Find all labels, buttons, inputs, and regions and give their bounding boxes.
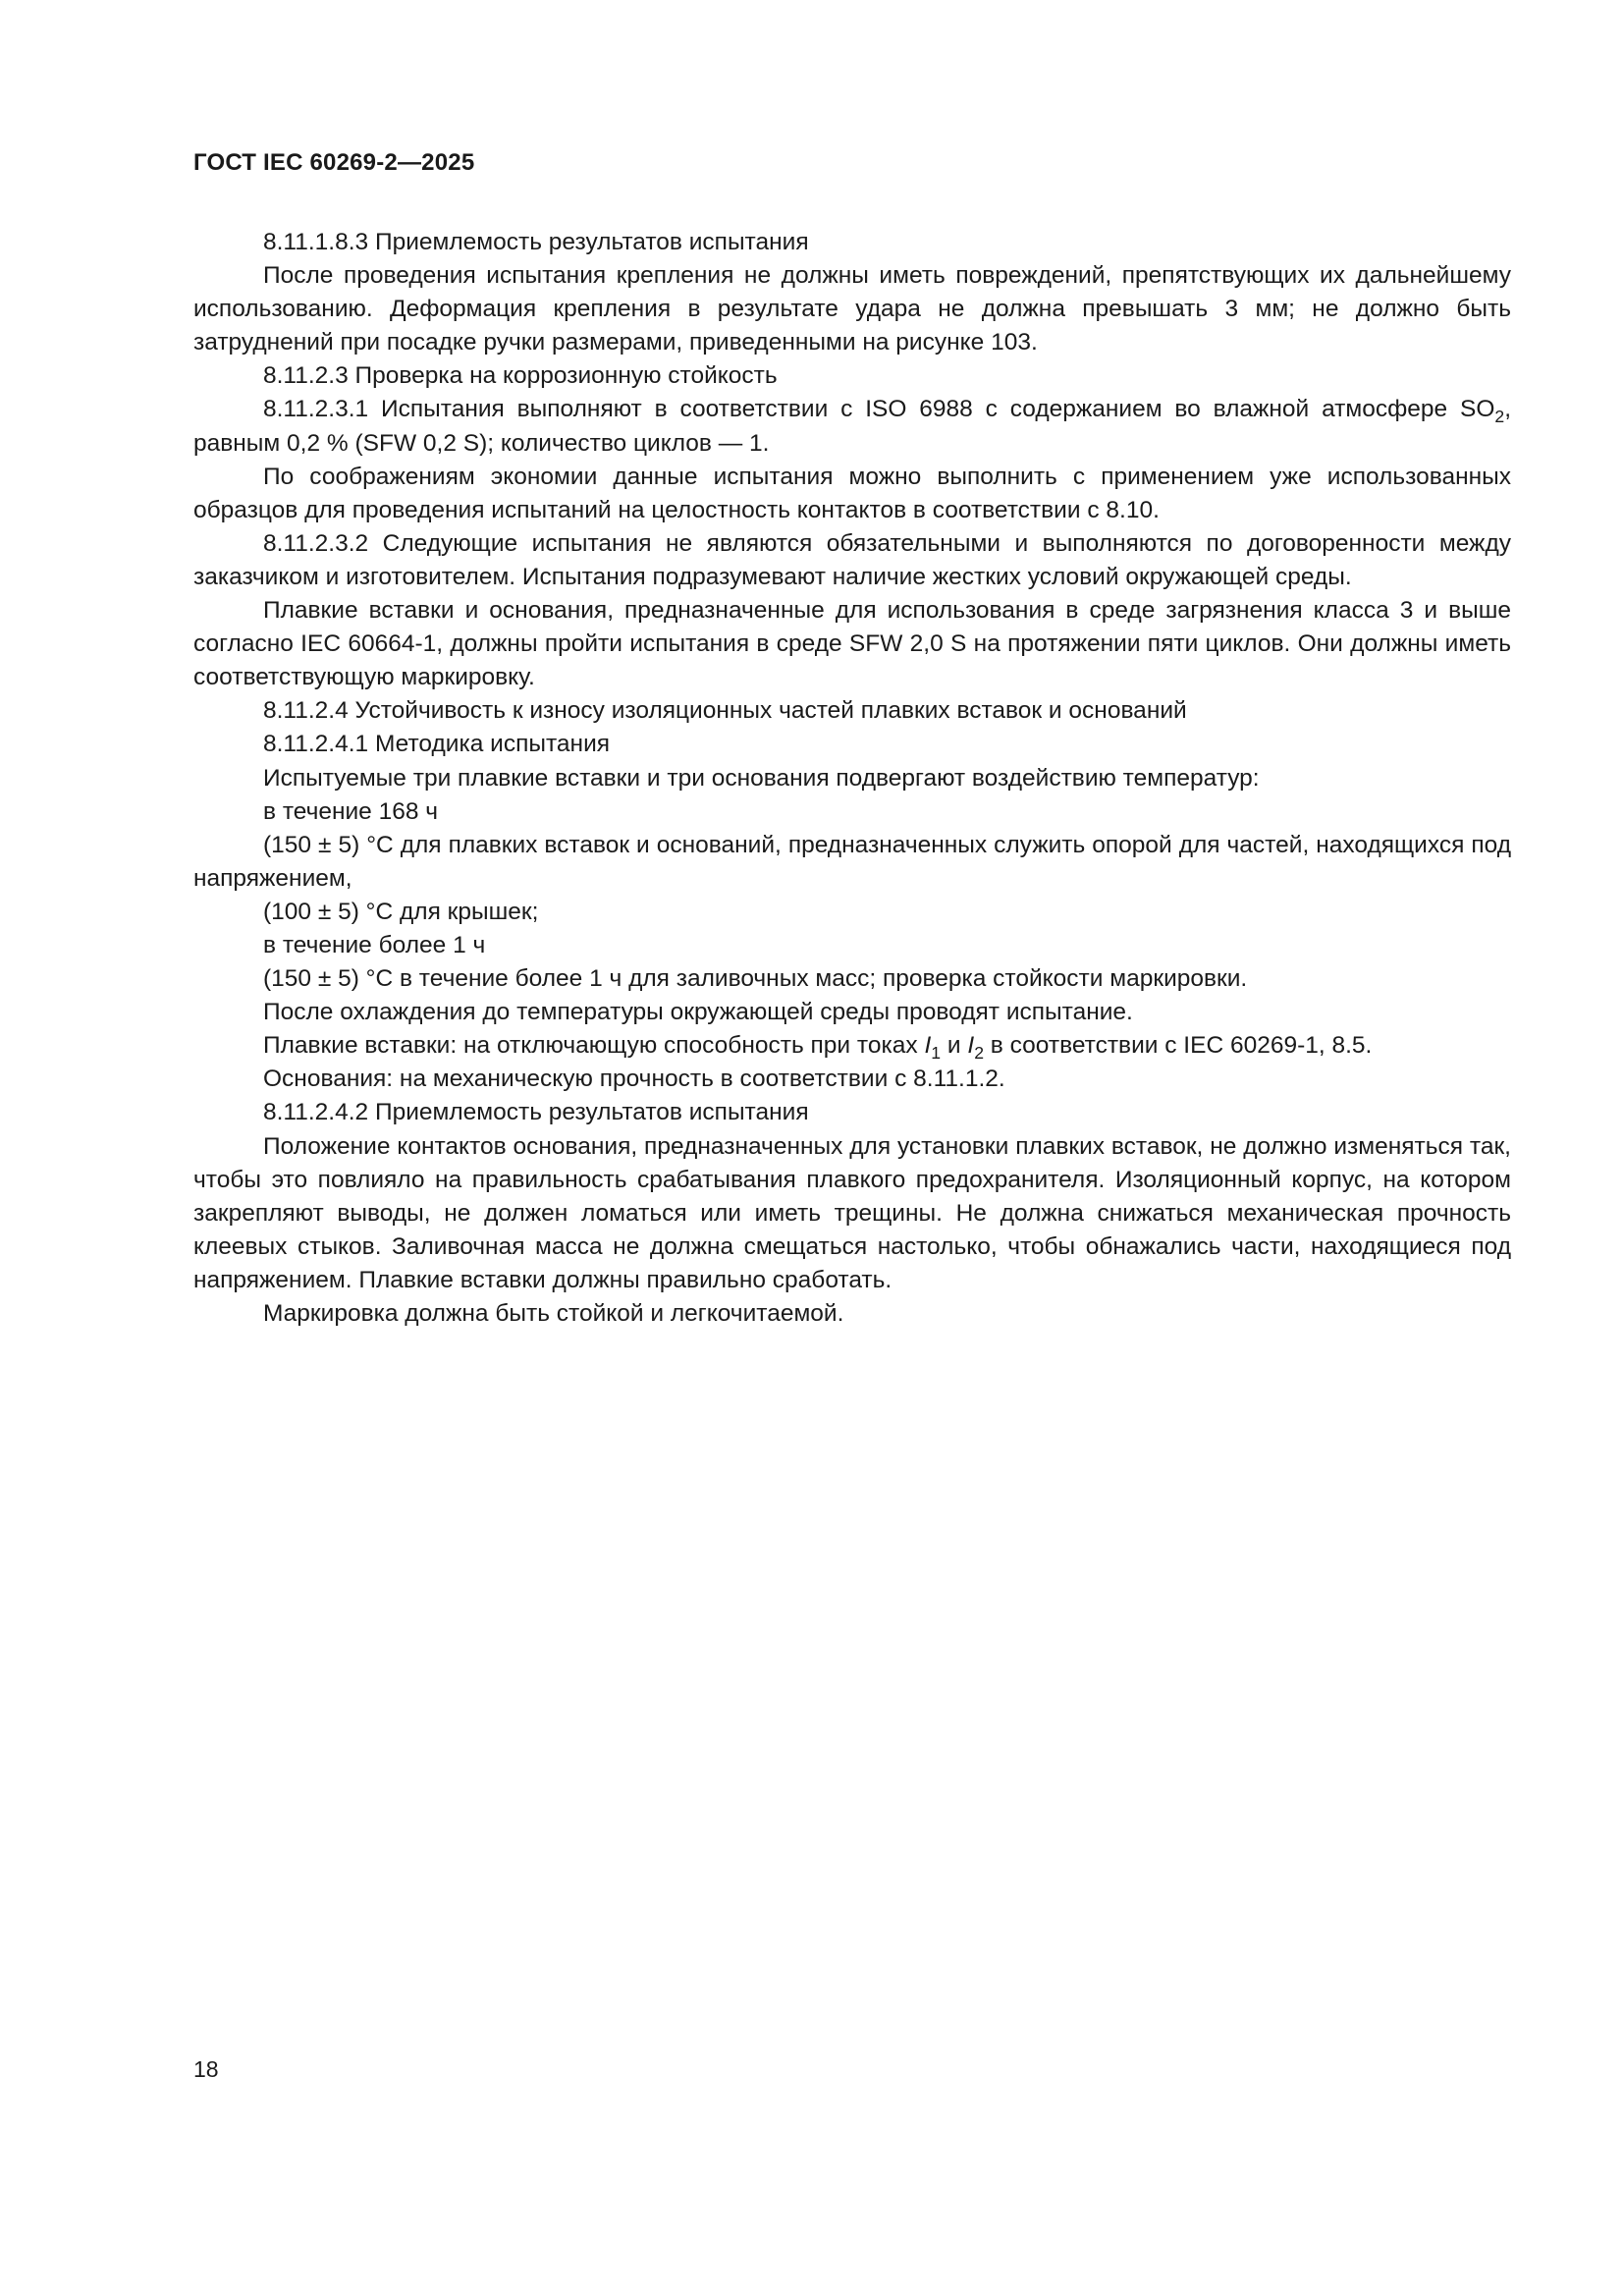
paragraph-text: и xyxy=(941,1032,968,1060)
paragraph: 8.11.2.4.1 Методика испытания xyxy=(263,731,611,758)
paragraph: Испытуемые три плавкие вставки и три основания подвергают воздействию температур: xyxy=(263,764,1260,792)
paragraph: (100 ± 5) °С для крышек; xyxy=(263,898,539,925)
paragraph: Плавкие вставки и основания, предназначенные для использования в среде загрязнения класса 3 и выше согласно IEC 60664-1, должны пройти испытания в среде SFW 2,0 S на протяжении пяти циклов. Они должны иметь соответствующую маркировку. xyxy=(193,597,1511,691)
paragraph: 8.11.2.4 Устойчивость к износу изоляционных частей плавких вставок и оснований xyxy=(263,697,1187,725)
paragraph: 8.11.2.4.2 Приемлемость результатов испытания xyxy=(263,1099,809,1126)
paragraph: Основания: на механическую прочность в соответствии с 8.11.1.2. xyxy=(263,1066,1005,1093)
document-body xyxy=(193,226,1511,1331)
paragraph-text: 8.11.2.3.1 Испытания выполняют в соответствии с ISO 6988 с содержанием во влажной атмосфере SO xyxy=(263,396,1495,423)
paragraph-text: Плавкие вставки: на отключающую способность при токах xyxy=(263,1032,925,1060)
paragraph: в течение более 1 ч xyxy=(263,931,486,958)
paragraph: (150 ± 5) °С для плавких вставок и оснований, предназначенных служить опорой для частей, находящихся под напряжением, xyxy=(193,831,1511,892)
paragraph: По соображениям экономии данные испытания можно выполнить с применением уже использованных образцов для проведения испытаний на целостность контактов в соответствии с 8.10. xyxy=(193,463,1511,523)
paragraph xyxy=(193,1029,1511,1063)
paragraph: 8.11.2.3.2 Следующие испытания не являются обязательными и выполняются по договоренности между заказчиком и изготовителем. Испытания подразумевают наличие жестких условий окружающей среды. xyxy=(193,529,1511,590)
paragraph-text: в соответствии с IEC 60269-1, 8.5. xyxy=(984,1032,1373,1060)
subscript: 2 xyxy=(1494,407,1505,427)
paragraph: 8.11.2.3 Проверка на коррозионную стойкость xyxy=(263,362,778,390)
document-header: ГОСТ IEC 60269-2—2025 xyxy=(193,149,475,176)
subscript: 2 xyxy=(974,1043,984,1064)
paragraph: После охлаждения до температуры окружающей среды проводят испытание. xyxy=(263,999,1133,1026)
paragraph: После проведения испытания крепления не должны иметь повреждений, препятствующих их дальнейшему использованию. Деформация крепления в результате удара не должна превышать 3 мм; не должно быть затруднений при посадке ручки размерами, приведенными на рисунке 103. xyxy=(193,262,1511,356)
paragraph: в течение 168 ч xyxy=(263,797,439,825)
current-symbol: I xyxy=(967,1032,975,1060)
paragraph xyxy=(193,393,1511,460)
current-symbol: I xyxy=(924,1032,932,1060)
paragraph: (150 ± 5) °С в течение более 1 ч для заливочных масс; проверка стойкости маркировки. xyxy=(263,965,1248,993)
subscript: 1 xyxy=(931,1043,942,1064)
paragraph: Положение контактов основания, предназначенных для установки плавких вставок, не должно изменяться так, чтобы это повлияло на правильность срабатывания плавкого предохранителя. Изоляционный корпус, на котором закрепляют выводы, не должен ломаться или иметь трещины. Не должна снижаться механическая прочность клеевых стыков. Заливочная масса не должна смещаться настолько, чтобы обнажались части, находящиеся под напряжением. Плавкие вставки должны правильно сработать. xyxy=(193,1132,1511,1293)
page-number: 18 xyxy=(193,2056,219,2082)
paragraph: 8.11.1.8.3 Приемлемость результатов испытания xyxy=(263,229,809,255)
paragraph-text: , равным 0,2 % (SFW 0,2 S); количество циклов — 1. xyxy=(193,396,1511,457)
paragraph: Маркировка должна быть стойкой и легкочитаемой. xyxy=(263,1300,844,1327)
